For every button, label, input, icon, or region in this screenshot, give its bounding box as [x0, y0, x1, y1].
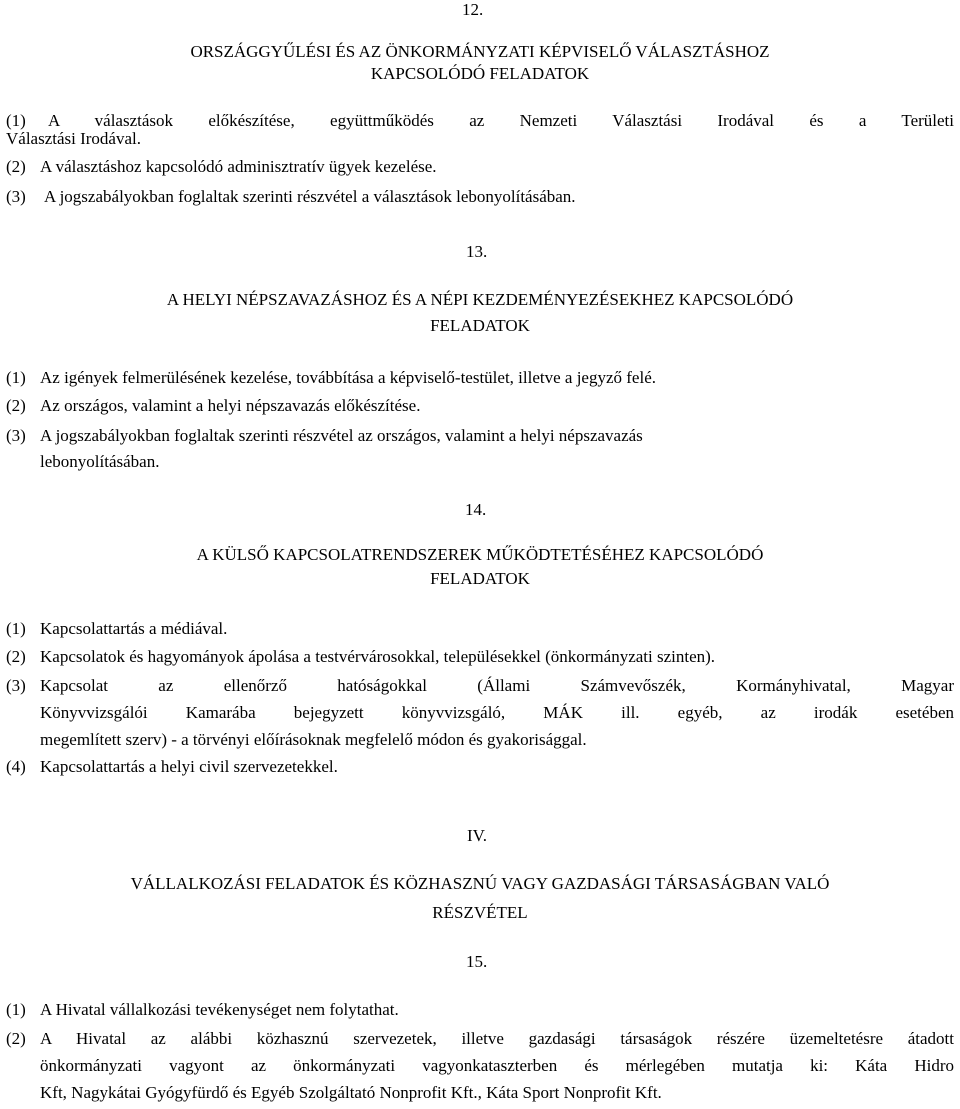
section-14-item-2-label: (2): [6, 647, 26, 666]
chapter-title-line2: RÉSZVÉTEL: [432, 903, 528, 922]
section-13-item-1-label: (1): [6, 368, 26, 387]
section-12-item-1-label: (1): [6, 111, 26, 130]
section-13-title-line1: A HELYI NÉPSZAVAZÁSHOZ ÉS A NÉPI KEZDEMÉNYEZÉSEKHEZ KAPCSOLÓDÓ: [166, 290, 794, 309]
section-15-item-2-line3: Kft, Nagykátai Gyógyfürdő és Egyéb Szolgáltató Nonprofit Kft., Káta Sport Nonprofit Kft.: [40, 1083, 662, 1102]
section-14-item-1-text: Kapcsolattartás a médiával.: [40, 619, 228, 638]
chapter-title-line1: VÁLLALKOZÁSI FELADATOK ÉS KÖZHASZNÚ VAGY GAZDASÁGI TÁRSASÁGBAN VALÓ: [130, 874, 830, 893]
section-13-item-3-line2: lebonyolításában.: [40, 452, 160, 471]
section-14-item-3-line3: megemlített szerv) - a törvényi előírásoknak megfelelő módon és gyakorisággal.: [40, 730, 587, 749]
section-12-number: 12.: [462, 0, 484, 19]
section-13-item-3-line1: A jogszabályokban foglaltak szerinti részvétel az országos, valamint a helyi népszavazás: [40, 426, 643, 445]
section-13-item-2-label: (2): [6, 396, 26, 415]
section-14-title-line1: A KÜLSŐ KAPCSOLATRENDSZEREK MŰKÖDTETÉSÉHEZ KAPCSOLÓDÓ: [196, 545, 764, 564]
section-12-item-1-line1: A választások előkészítése, együttműködés az Nemzeti Választási Irodával és a Területi: [48, 111, 954, 130]
section-15-item-2-label: (2): [6, 1029, 26, 1048]
section-12-item-3-label: (3): [6, 187, 26, 206]
section-14-item-3-line1: Kapcsolat az ellenőrző hatóságokkal (Állami Számvevőszék, Kormányhivatal, Magyar: [40, 676, 954, 695]
section-15-number: 15.: [466, 952, 488, 971]
section-14-item-3-label: (3): [6, 676, 26, 695]
section-13-number: 13.: [466, 242, 488, 261]
section-15-item-1-text: A Hivatal vállalkozási tevékenységet nem folytathat.: [40, 1000, 399, 1019]
section-12-item-2-text: A választáshoz kapcsolódó adminisztratív ügyek kezelése.: [40, 157, 437, 176]
section-13-item-1-text: Az igények felmerülésének kezelése, továbbítása a képviselő-testület, illetve a jegyző felé.: [40, 368, 656, 387]
section-13-title-line2: FELADATOK: [430, 316, 530, 335]
section-14-item-1-label: (1): [6, 619, 26, 638]
section-14-item-2-text: Kapcsolatok és hagyományok ápolása a testvérvárosokkal, településekkel (önkormányzati szinten).: [40, 647, 716, 666]
section-15-item-2-line1: A Hivatal az alábbi közhasznú szervezetek, illetve gazdasági társaságok részére üzemeltetésre átadott: [40, 1029, 954, 1048]
section-15-item-2-line2: önkormányzati vagyont az önkormányzati vagyonkataszterben és mérlegében mutatja ki: Káta Hidro: [40, 1056, 954, 1075]
section-12-item-2-label: (2): [6, 157, 26, 176]
section-12-title-line2: KAPCSOLÓDÓ FELADATOK: [370, 64, 590, 83]
section-15-item-1-label: (1): [6, 1000, 26, 1019]
section-13-item-3-label: (3): [6, 426, 26, 445]
section-12-title-line1: ORSZÁGGYŰLÉSI ÉS AZ ÖNKORMÁNYZATI KÉPVISELŐ VÁLASZTÁSHOZ: [190, 42, 770, 61]
section-14-item-4-label: (4): [6, 757, 26, 776]
section-14-item-3-line2: Könyvvizsgálói Kamarába bejegyzett könyvvizsgáló, MÁK ill. egyéb, az irodák esetében: [40, 703, 954, 722]
section-14-title-line2: FELADATOK: [430, 569, 530, 588]
section-14-number: 14.: [465, 500, 487, 519]
section-13-item-2-text: Az országos, valamint a helyi népszavazás előkészítése.: [40, 396, 421, 415]
section-14-item-4-text: Kapcsolattartás a helyi civil szervezetekkel.: [40, 757, 338, 776]
section-12-item-1-line2: Választási Irodával.: [6, 129, 141, 148]
chapter-number: IV.: [467, 826, 487, 845]
section-12-item-3-text: A jogszabályokban foglaltak szerinti részvétel a választások lebonyolításában.: [44, 187, 576, 206]
